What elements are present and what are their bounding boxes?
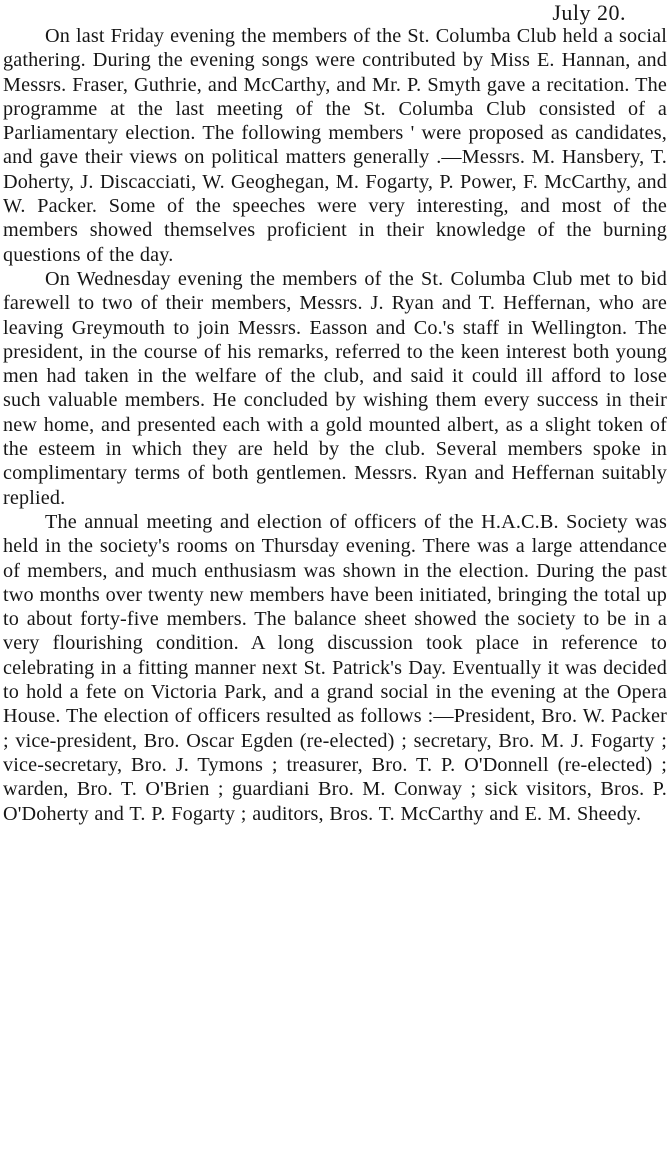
article-body (3, 24, 667, 826)
paragraph-hacb-meeting: The annual meeting and election of officers of the H.A.C.B. Society was held in the society's rooms on Thursday evening. There was a large attendance of members, and much enthusiasm was shown in the election. During the past two months over twenty new members have been initiated, bringing the total up to about forty-five members. The balance sheet showed the society to be in a very flourishing condition. A long discussion took place in reference to celebrating in a fitting manner next St. Patrick's Day. Eventually it was decided to hold a fete on Victoria Park, and a grand social in the evening at the Opera House. The election of officers resulted as follows :—President, Bro. W. Packer ; vice-president, Bro. Oscar Egden (re-elected) ; secretary, Bro. M. J. Fogarty ; vice-secretary, Bro. J. Tymons ; treasurer, Bro. T. P. O'Donnell (re-elected) ; warden, Bro. T. O'Brien ; guardiani Bro. M. Conway ; sick visitors, Bros. P. O'Doherty and T. P. Fogarty ; auditors, Bros. T. McCarthy and E. M. Sheedy. (3, 510, 667, 825)
paragraph-social-gathering: On last Friday evening the members of the St. Columba Club held a social gathering. During the evening songs were contributed by Miss E. Hannan, and Messrs. Fraser, Guthrie, and McCarthy, and Mr. P. Smyth gave a recitation. The programme at the last meeting of the St. Columba Club consisted of a Parliamentary election. The following members ' were proposed as candidates, and gave their views on political matters generally .—Messrs. M. Hansbery, T. Doherty, J. Discacciati, W. Geoghegan, M. Fogarty, P. Power, F. McCarthy, and W. Packer. Some of the speeches were very interesting, and most of the members showed themselves proficient in their knowledge of the burning questions of the day. (3, 25, 667, 266)
paragraph-farewell: On Wednesday evening the members of the St. Columba Club met to bid farewell to two of their members, Messrs. J. Ryan and T. Heffernan, who are leaving Greymouth to join Messrs. Easson and Co.'s staff in Wellington. The president, in the course of his remarks, referred to the keen interest both young men had taken in the welfare of the club, and said it could ill afford to lose such valuable members. He concluded by wishing them every success in their new home, and presented each with a gold mounted albert, as a slight token of the esteem in which they are held by the club. Several members spoke in complimentary terms of both gentlemen. Messrs. Ryan and Heffernan suitably replied. (3, 267, 667, 509)
date-heading: July 20. (552, 0, 626, 25)
